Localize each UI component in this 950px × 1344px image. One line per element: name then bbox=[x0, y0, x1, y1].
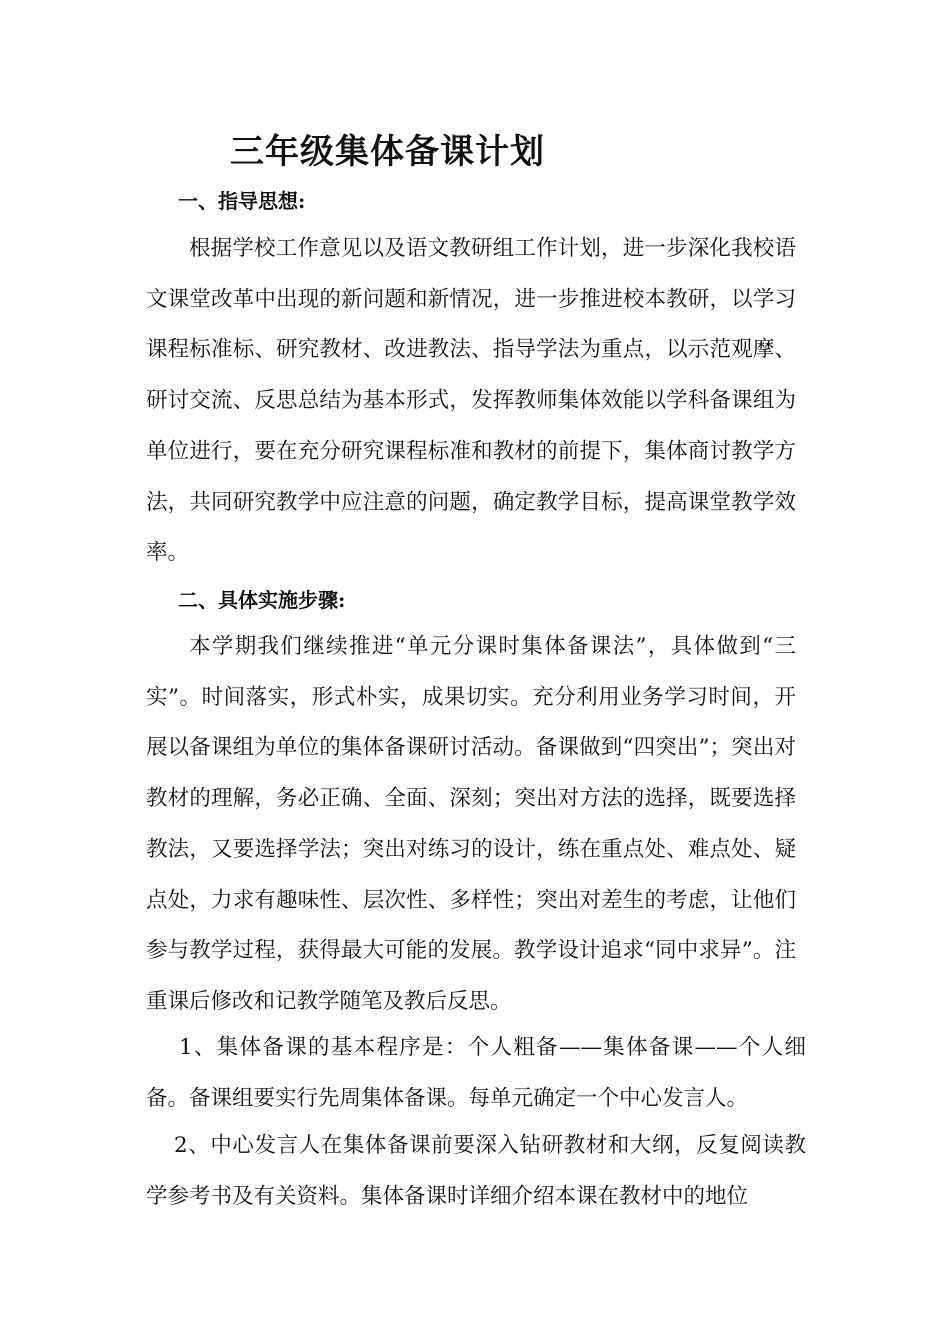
section-heading-implementation-steps: 二、具体实施步骤: bbox=[178, 588, 346, 612]
paragraph-implementation-steps: 本学期我们继续推进“单元分课时集体备课法”，具体做到“三实”。时间落实，形式朴实，成果切实。充分利用业务学习时间，开展以备课组为单位的集体备课研讨活动。备课做到“四突出”；突出对教材的理解，务必正确、全面、深刻；突出对方法的选择，既要选择教法，又要选择学法；突出对练习的设计，练在重点处、难点处、疑点处，力求有趣味性、层次性、多样性；突出对差生的考虑，让他们参与教学过程，获得最大可能的发展。教学设计追求“同中求异”。注重课后修改和记教学随笔及教后反思。 bbox=[146, 634, 796, 1014]
paragraph-guiding-ideology: 根据学校工作意见以及语文教研组工作计划，进一步深化我校语文课堂改革中出现的新问题和新情况，进一步推进校本教研，以学习课程标准标、研究教材、改进教法、指导学法为重点，以示范观摩、研讨交流、反思总结为基本形式，发挥教师集体效能以学科备课组为单位进行，要在充分研究课程标准和教材的前提下，集体商讨教学方法，共同研究教学中应注意的问题，确定教学目标，提高课堂教学效率。 bbox=[146, 236, 796, 566]
list-item-speaker-prep: 2、中心发言人在集体备课前要深入钻研教材和大纲，反复阅读教学参考书及有关资料。集体备课时详细介绍本课在教材中的地位 bbox=[146, 1133, 806, 1209]
list-item-procedure: 1、集体备课的基本程序是：个人粗备——集体备课——个人细备。备课组要实行先周集体备课。每单元确定一个中心发言人。 bbox=[146, 1035, 806, 1111]
document-title: 三年级集体备课计划 bbox=[230, 132, 545, 172]
section-heading-guiding-ideology: 一、指导思想: bbox=[178, 189, 306, 213]
